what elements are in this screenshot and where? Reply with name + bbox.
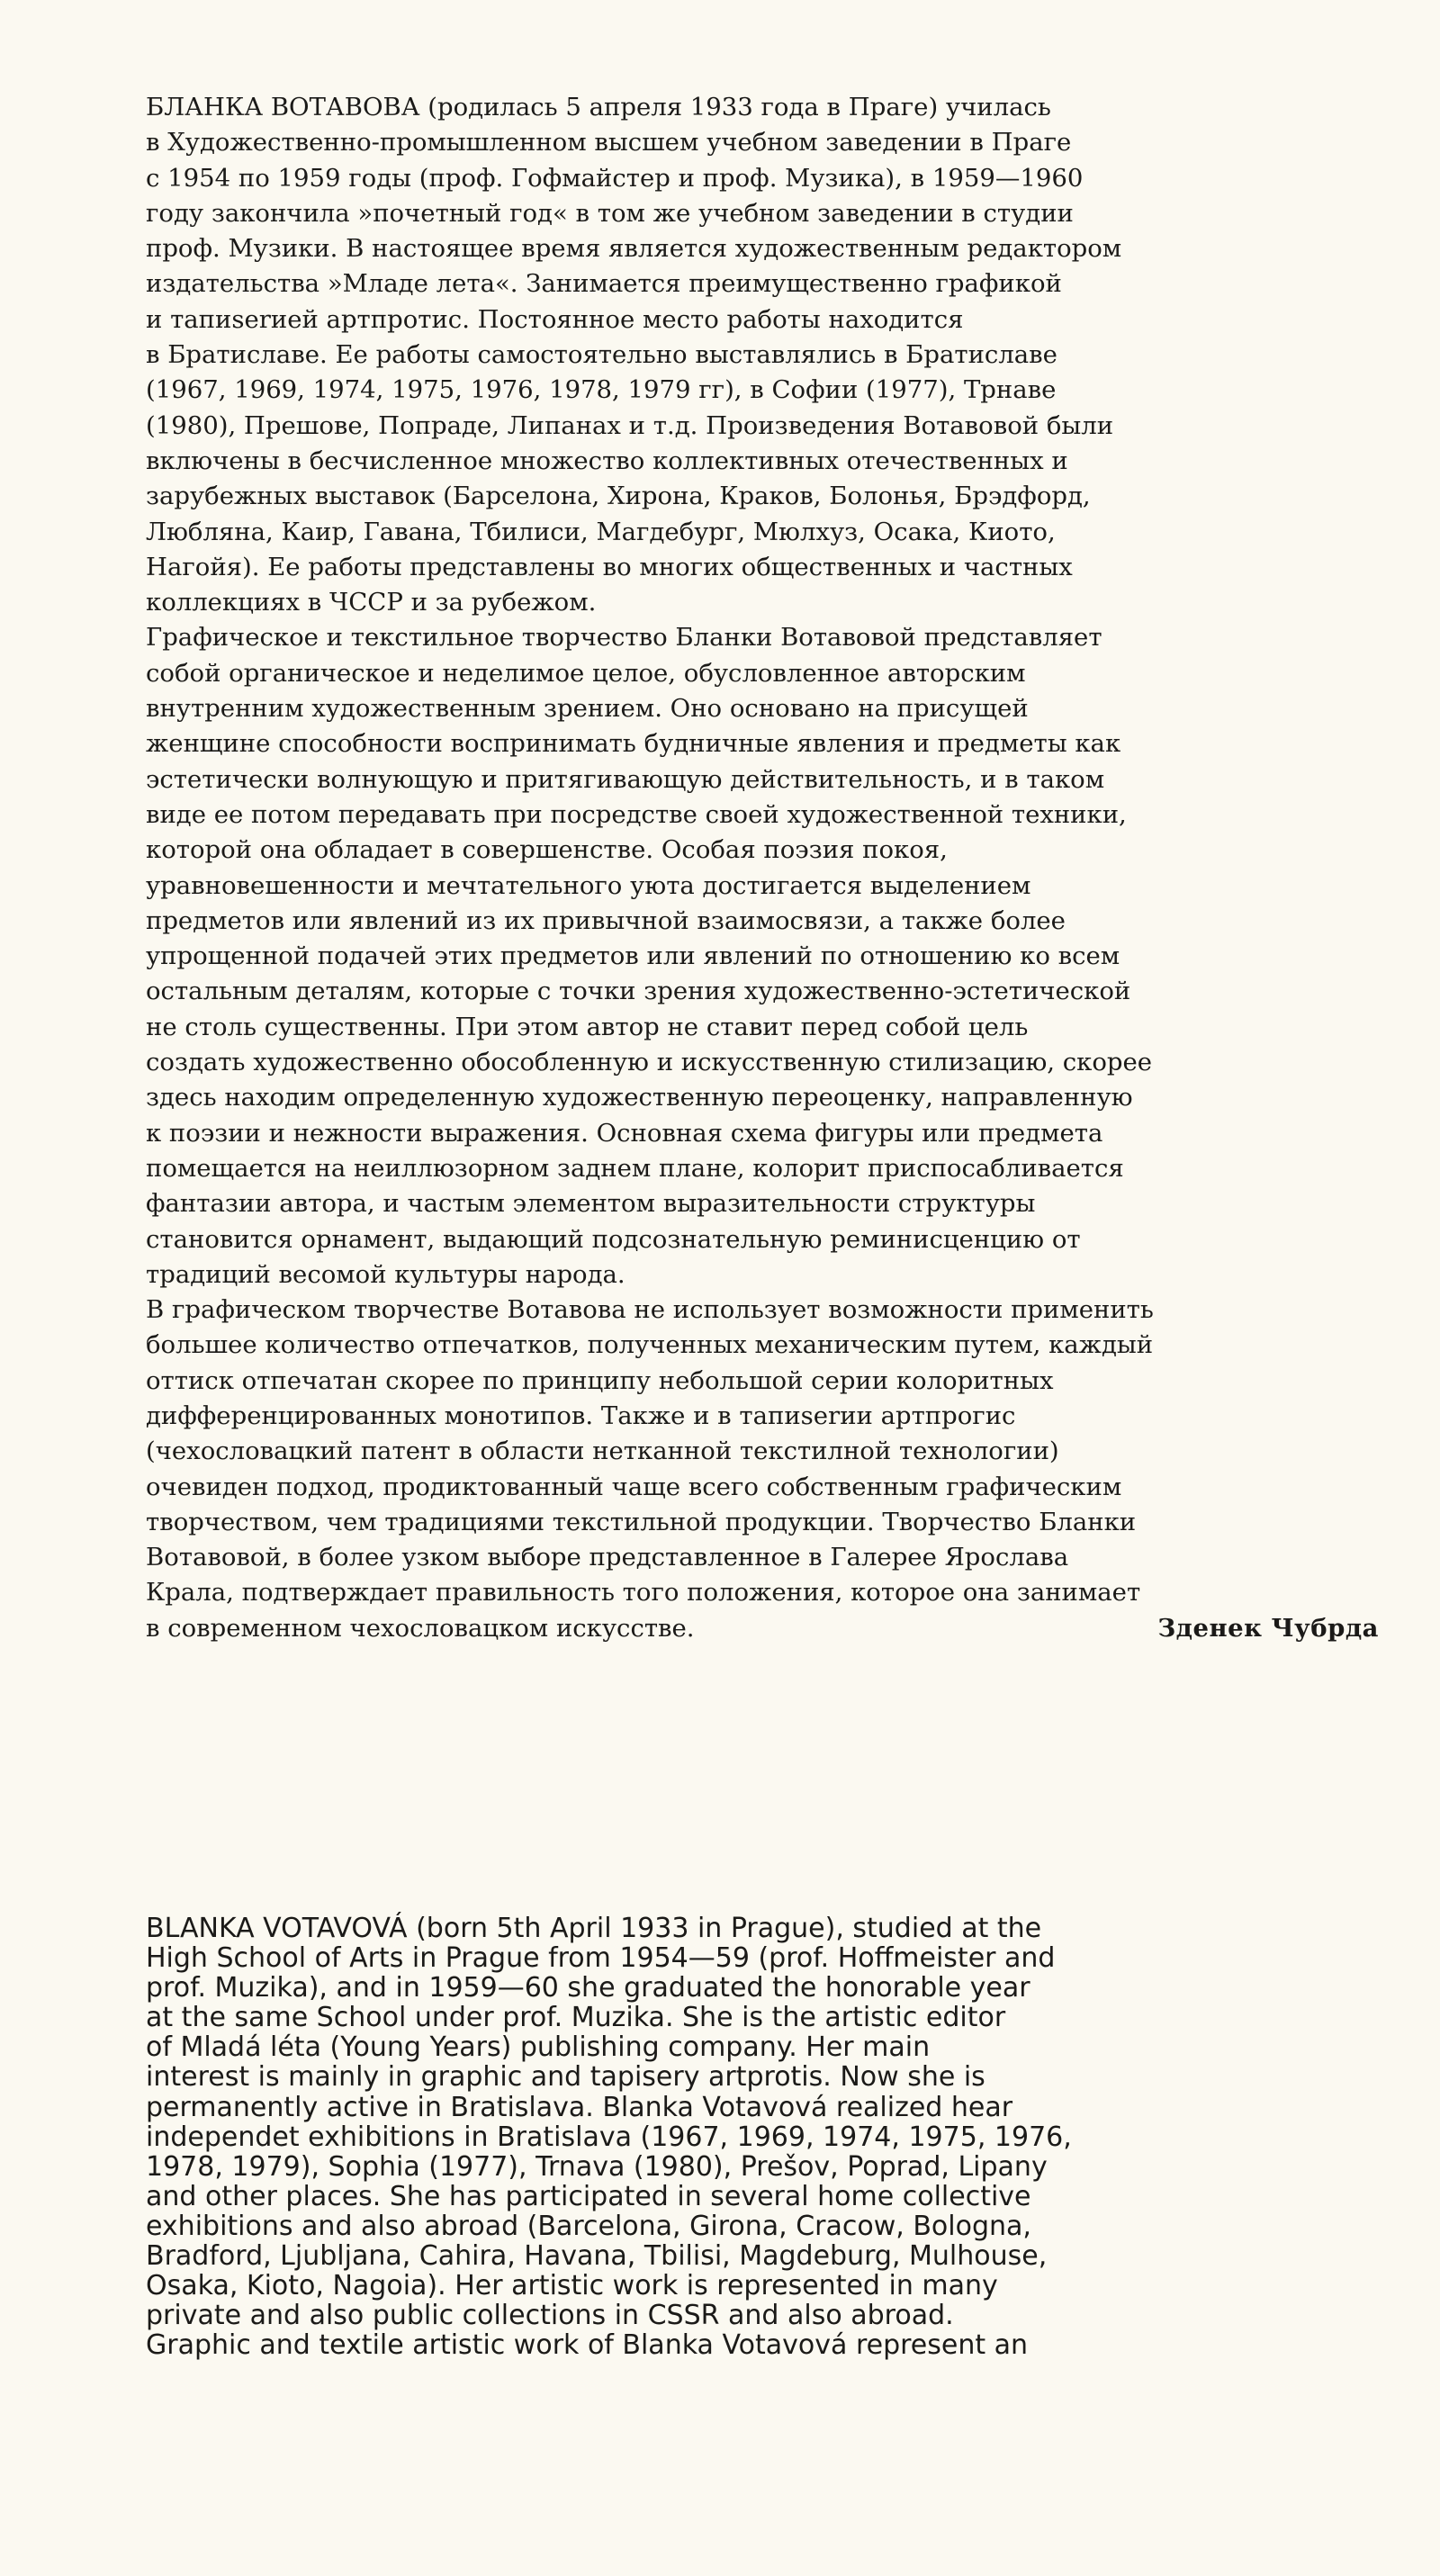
ru-line: помещается на неиллюзорном заднем плане, колорит приспосабливается: [146, 1153, 1124, 1183]
en-line: and other places. She has participated in several home collective: [146, 2180, 1031, 2212]
ru-line: (чехословацкий патент в области нетканной текстилной технологии): [146, 1437, 1059, 1466]
ru-line: не столь существенны. При этом автор не ставит перед собой цель: [146, 1012, 1029, 1041]
ru-line: творчеством, чем традициями текстильной продукции. Творчество Бланки: [146, 1507, 1137, 1536]
ru-line: Любляна, Каир, Гавана, Тбилиси, Магдебург, Мюлхуз, Осака, Киото,: [146, 517, 1056, 546]
ru-line: Вотавовой, в более узком выборе представленное в Галерее Ярослава: [146, 1543, 1069, 1572]
ru-line: издательства »Младе лета«. Занимается преимущественно графикой: [146, 269, 1062, 299]
en-line: independet exhibitions in Bratislava (1967, 1969, 1974, 1975, 1976,: [146, 2121, 1072, 2153]
ru-line: уравновешенности и мечтательного уюта достигается выделением: [146, 870, 1031, 900]
ru-line: проф. Музики. В настоящее время является художественным редактором: [146, 234, 1122, 264]
en-line: interest is mainly in graphic and tapisery artprotis. Now she is: [146, 2061, 986, 2094]
ru-line: становится орнамент, выдающий подсознательную реминисценцию от: [146, 1224, 1081, 1254]
ru-line: традиций весомой культуры народа.: [146, 1259, 626, 1289]
english-text-block: [146, 1914, 1406, 2360]
ru-line: зарубежных выставок (Барселона, Хирона, Краков, Болонья, Брэдфорд,: [146, 482, 1091, 511]
en-line: at the same School under prof. Muzika. She is the artistic editor: [146, 2002, 1006, 2034]
ru-line: остальным деталям, которые с точки зрения художественно-эстетической: [146, 977, 1131, 1006]
author-signature: Зденек Чубрда: [1157, 1613, 1379, 1643]
en-line: High School of Arts in Prague from 1954—59 (prof. Hoffmeister and: [146, 1942, 1056, 1975]
ru-line: большее количество отпечатков, полученных механическим путем, каждый: [146, 1330, 1154, 1360]
en-line: prof. Muzika), and in 1959—60 she graduated the honorable year: [146, 1972, 1030, 2004]
ru-line: в Художественно-промышленном высшем учебном заведении в Праге: [146, 128, 1072, 158]
ru-line: (1967, 1969, 1974, 1975, 1976, 1978, 1979 гг), в Софии (1977), Трнаве: [146, 375, 1057, 405]
ru-line: дифференцированных монотипов. Также и в тапиserии артпрогис: [146, 1401, 1016, 1430]
en-line: Bradford, Ljubljana, Cahira, Havana, Tbilisi, Magdeburg, Mulhouse,: [146, 2240, 1048, 2273]
ru-line: В графическом творчестве Вотавова не использует возможности применить: [146, 1295, 1154, 1325]
ru-line: оттиск отпечатан скорее по принципу небольшой серии колоритных: [146, 1365, 1054, 1395]
ru-line: упрощенной подачей этих предметов или явлений по отношению ко всем: [146, 941, 1120, 971]
en-line: of Mladá léta (Young Years) publishing company. Her main: [146, 2031, 931, 2064]
en-line: Graphic and textile artistic work of Blanka Votavová represent an: [146, 2329, 1029, 2362]
ru-line: очевиден подход, продиктованный чаще всего собственным графическим: [146, 1472, 1122, 1501]
en-line: exhibitions and also abroad (Barcelona, Girona, Cracow, Bologna,: [146, 2210, 1031, 2242]
ru-line: Графическое и текстильное творчество Бланки Вотавовой представляет: [146, 623, 1102, 653]
ru-line: собой органическое и неделимое целое, обусловленное авторским: [146, 658, 1026, 688]
ru-line: году закончила »почетный год« в том же учебном заведении в студии: [146, 198, 1074, 228]
en-line: Osaka, Kioto, Nagoia). Her artistic work is represented in many: [146, 2270, 998, 2302]
en-line: BLANKA VOTAVOVÁ (born 5th April 1933 in Prague), studied at the: [146, 1913, 1042, 1944]
ru-line: (1980), Прешове, Попраде, Липанах и т.д. Произведения Вотавовой были: [146, 410, 1114, 440]
ru-line: к поэзии и нежности выражения. Основная схема фигуры или предмета: [146, 1118, 1103, 1148]
russian-text-block: [146, 90, 1379, 1646]
ru-line: Нагойя). Ее работы представлены во многих общественных и частных: [146, 552, 1073, 581]
ru-line: создать художественно обособленную и искусственную стилизацию, скорее: [146, 1048, 1153, 1077]
en-line: permanently active in Bratislava. Blanka Votavová realized hear: [146, 2091, 1013, 2123]
ru-line: виде ее потом передавать при посредстве своей художественной техники,: [146, 799, 1127, 829]
ru-line: фантазии автора, и частым элементом выразительности структуры: [146, 1189, 1036, 1219]
ru-line: внутренним художественным зрением. Оно основано на присущей: [146, 694, 1029, 724]
ru-line: в Братиславе. Ее работы самостоятельно выставлялись в Братиславе: [146, 340, 1058, 370]
en-line: 1978, 1979), Sophia (1977), Trnava (1980), Prešov, Poprad, Lipany: [146, 2150, 1048, 2183]
ru-line: включены в бесчисленное множество коллективных отечественных и: [146, 446, 1068, 475]
ru-line: которой она обладает в совершенстве. Особая поэзия покоя,: [146, 835, 948, 865]
ru-line: с 1954 по 1959 годы (проф. Гофмайстер и проф. Музика), в 1959—1960: [146, 163, 1084, 193]
ru-line: женщине способности воспринимать будничные явления и предметы как: [146, 729, 1121, 759]
ru-line: здесь находим определенную художественную переоценку, направленную: [146, 1083, 1133, 1112]
ru-line: и тапиserией артпротис. Постоянное место работы находится: [146, 304, 964, 334]
ru-line: эстетически волнующую и притягивающую действительность, и в таком: [146, 764, 1105, 794]
ru-line: Крала, подтверждает правильность того положения, которое она занимает: [146, 1578, 1141, 1608]
ru-line: предметов или явлений из их привычной взаимосвязи, а также более: [146, 905, 1066, 935]
ru-last-line: [146, 1611, 1379, 1646]
ru-line: коллекциях в ЧССР и за рубежом.: [146, 588, 597, 617]
ru-closing-text: в современном чехословацком искусстве.: [146, 1613, 695, 1643]
en-line: private and also public collections in CSSR and also abroad.: [146, 2300, 954, 2332]
ru-line: БЛАНКА ВОТАВОВА (родилась 5 апреля 1933 года в Праге) училась: [146, 93, 1051, 122]
